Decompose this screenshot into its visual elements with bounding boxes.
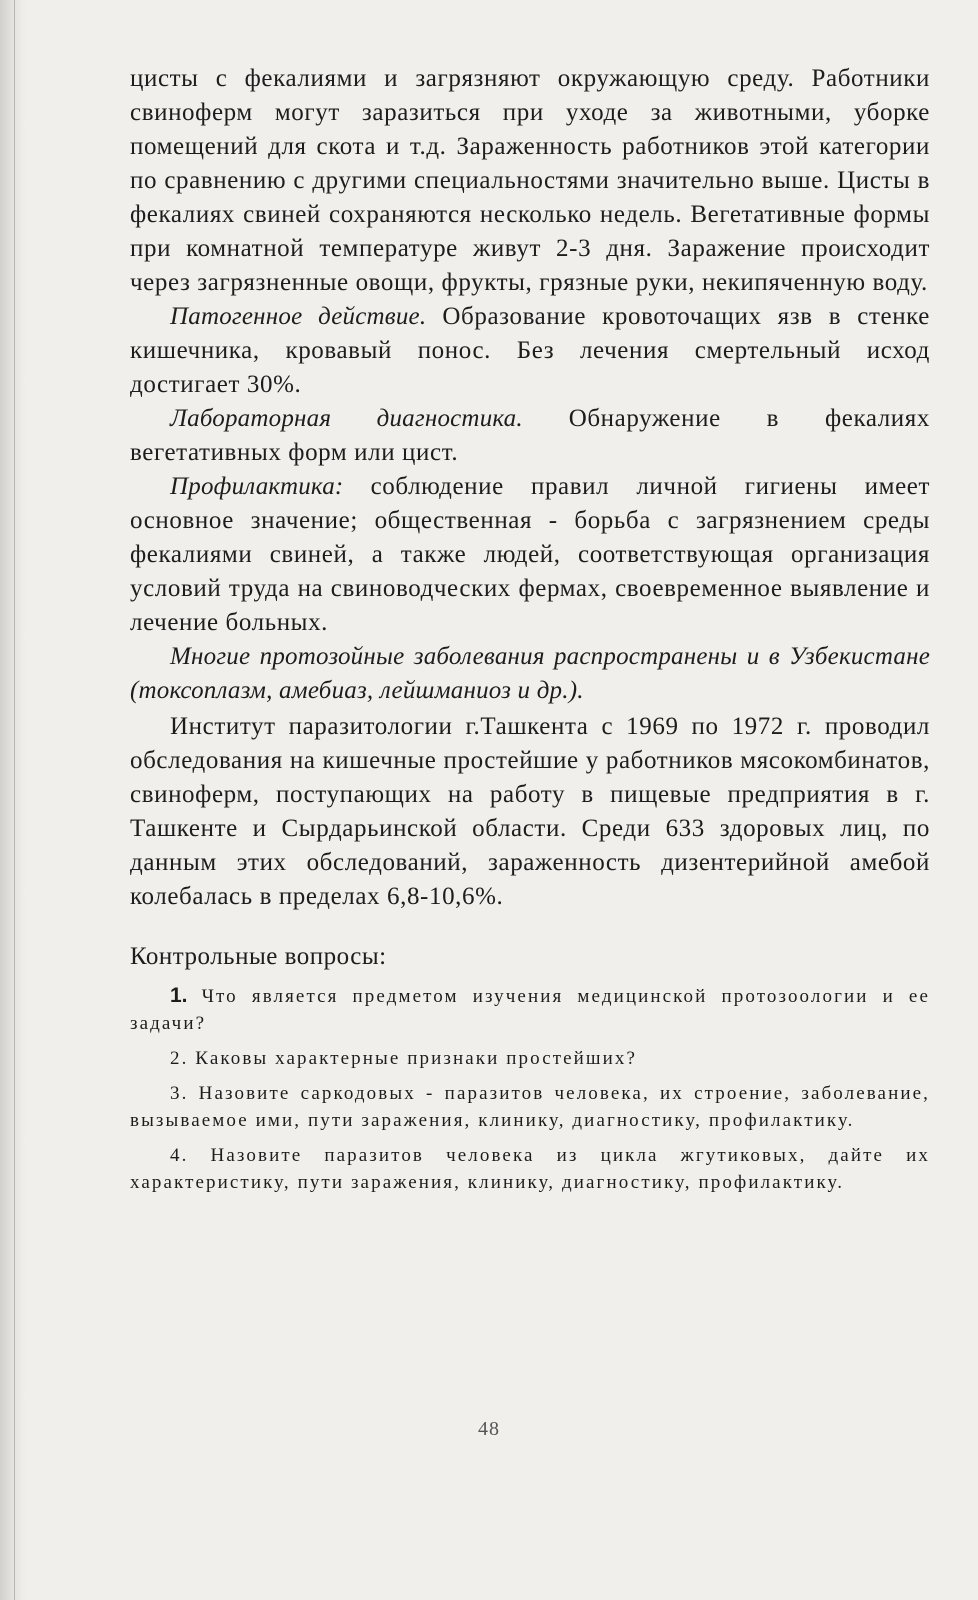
paragraph-text: Многие протозойные заболевания распространены и в Узбекистане (токсоплазм, амебиаз, лейшманиоз и др.).	[130, 643, 930, 704]
question-number: 1.	[170, 984, 188, 1007]
questions-heading: Контрольные вопросы:	[130, 943, 387, 970]
paragraph-pathogenic-action	[130, 300, 930, 402]
paragraph-label: Профилактика:	[170, 473, 344, 500]
page-gutter-line	[14, 0, 15, 1600]
paragraph-text: Обнаружение в фекалиях вегетативных форм или цист.	[130, 405, 930, 466]
question-number: 2.	[170, 1048, 189, 1069]
question-text: Каковы характерные признаки простейших?	[188, 1048, 638, 1069]
paragraph-uzbekistan	[130, 640, 930, 708]
question-number: 4.	[170, 1145, 189, 1166]
question-number: 3.	[170, 1083, 189, 1104]
paragraph-prevention	[130, 470, 930, 640]
paragraph-label: Патогенное действие.	[170, 303, 427, 330]
paragraph-transmission	[130, 62, 930, 300]
paragraph-label: Лабораторная диагностика.	[170, 405, 523, 432]
question-item	[130, 1080, 930, 1134]
page-body	[130, 62, 930, 1204]
paragraph-text: Институт паразитологии г.Ташкента с 1969 по 1972 г. проводил обследования на кишечные простейшие у работников мясокомбинатов, свиноферм, поступающих на работу в пищевые предприятия в г. Ташкенте и Сырдарьинской области. Среди 633 здоровых лиц, по данным этих обследований, зараженность дизентерийной амебой колебалась в пределах 6,8-10,6%.	[130, 713, 930, 910]
question-item	[130, 1142, 930, 1196]
paragraph-institute-study	[130, 710, 930, 914]
question-text: Назовите паразитов человека из цикла жгутиковых, дайте их характеристику, пути заражения, клинику, диагностику, профилактику.	[130, 1145, 930, 1193]
page-gutter-shadow	[0, 0, 26, 1600]
page-number: 48	[478, 1418, 500, 1440]
question-text: Назовите саркодовых - паразитов человека, их строение, заболевание, вызываемое ими, пути заражения, клинику, диагностику, профилактику.	[130, 1083, 930, 1131]
paragraph-text: цисты с фекалиями и загрязняют окружающую среду. Работники свиноферм могут заразиться при уходе за животными, уборке помещений для скота и т.д. Зараженность работников этой категории по сравнению с другими специальностями значительно выше. Цисты в фекалиях свиней сохраняются несколько недель. Вегетативные формы при комнатной температуре живут 2-3 дня. Заражение происходит через загрязненные овощи, фрукты, грязные руки, некипяченную воду.	[130, 65, 930, 296]
paragraph-text: соблюдение правил личной гигиены имеет основное значение; общественная - борьба с загрязнением среды фекалиями свиней, а также людей, соответствующая организация условий труда на свиноводческих фермах, своевременное выявление и лечение больных.	[130, 473, 930, 636]
paragraph-text: Образование кровоточащих язв в стенке кишечника, кровавый понос. Без лечения смертельный исход достигает 30%.	[130, 303, 930, 398]
question-text: Что является предметом изучения медицинской протозоологии и ее задачи?	[130, 986, 930, 1034]
question-item	[130, 982, 930, 1037]
question-item	[130, 1045, 930, 1072]
paragraph-lab-diagnostics	[130, 402, 930, 470]
